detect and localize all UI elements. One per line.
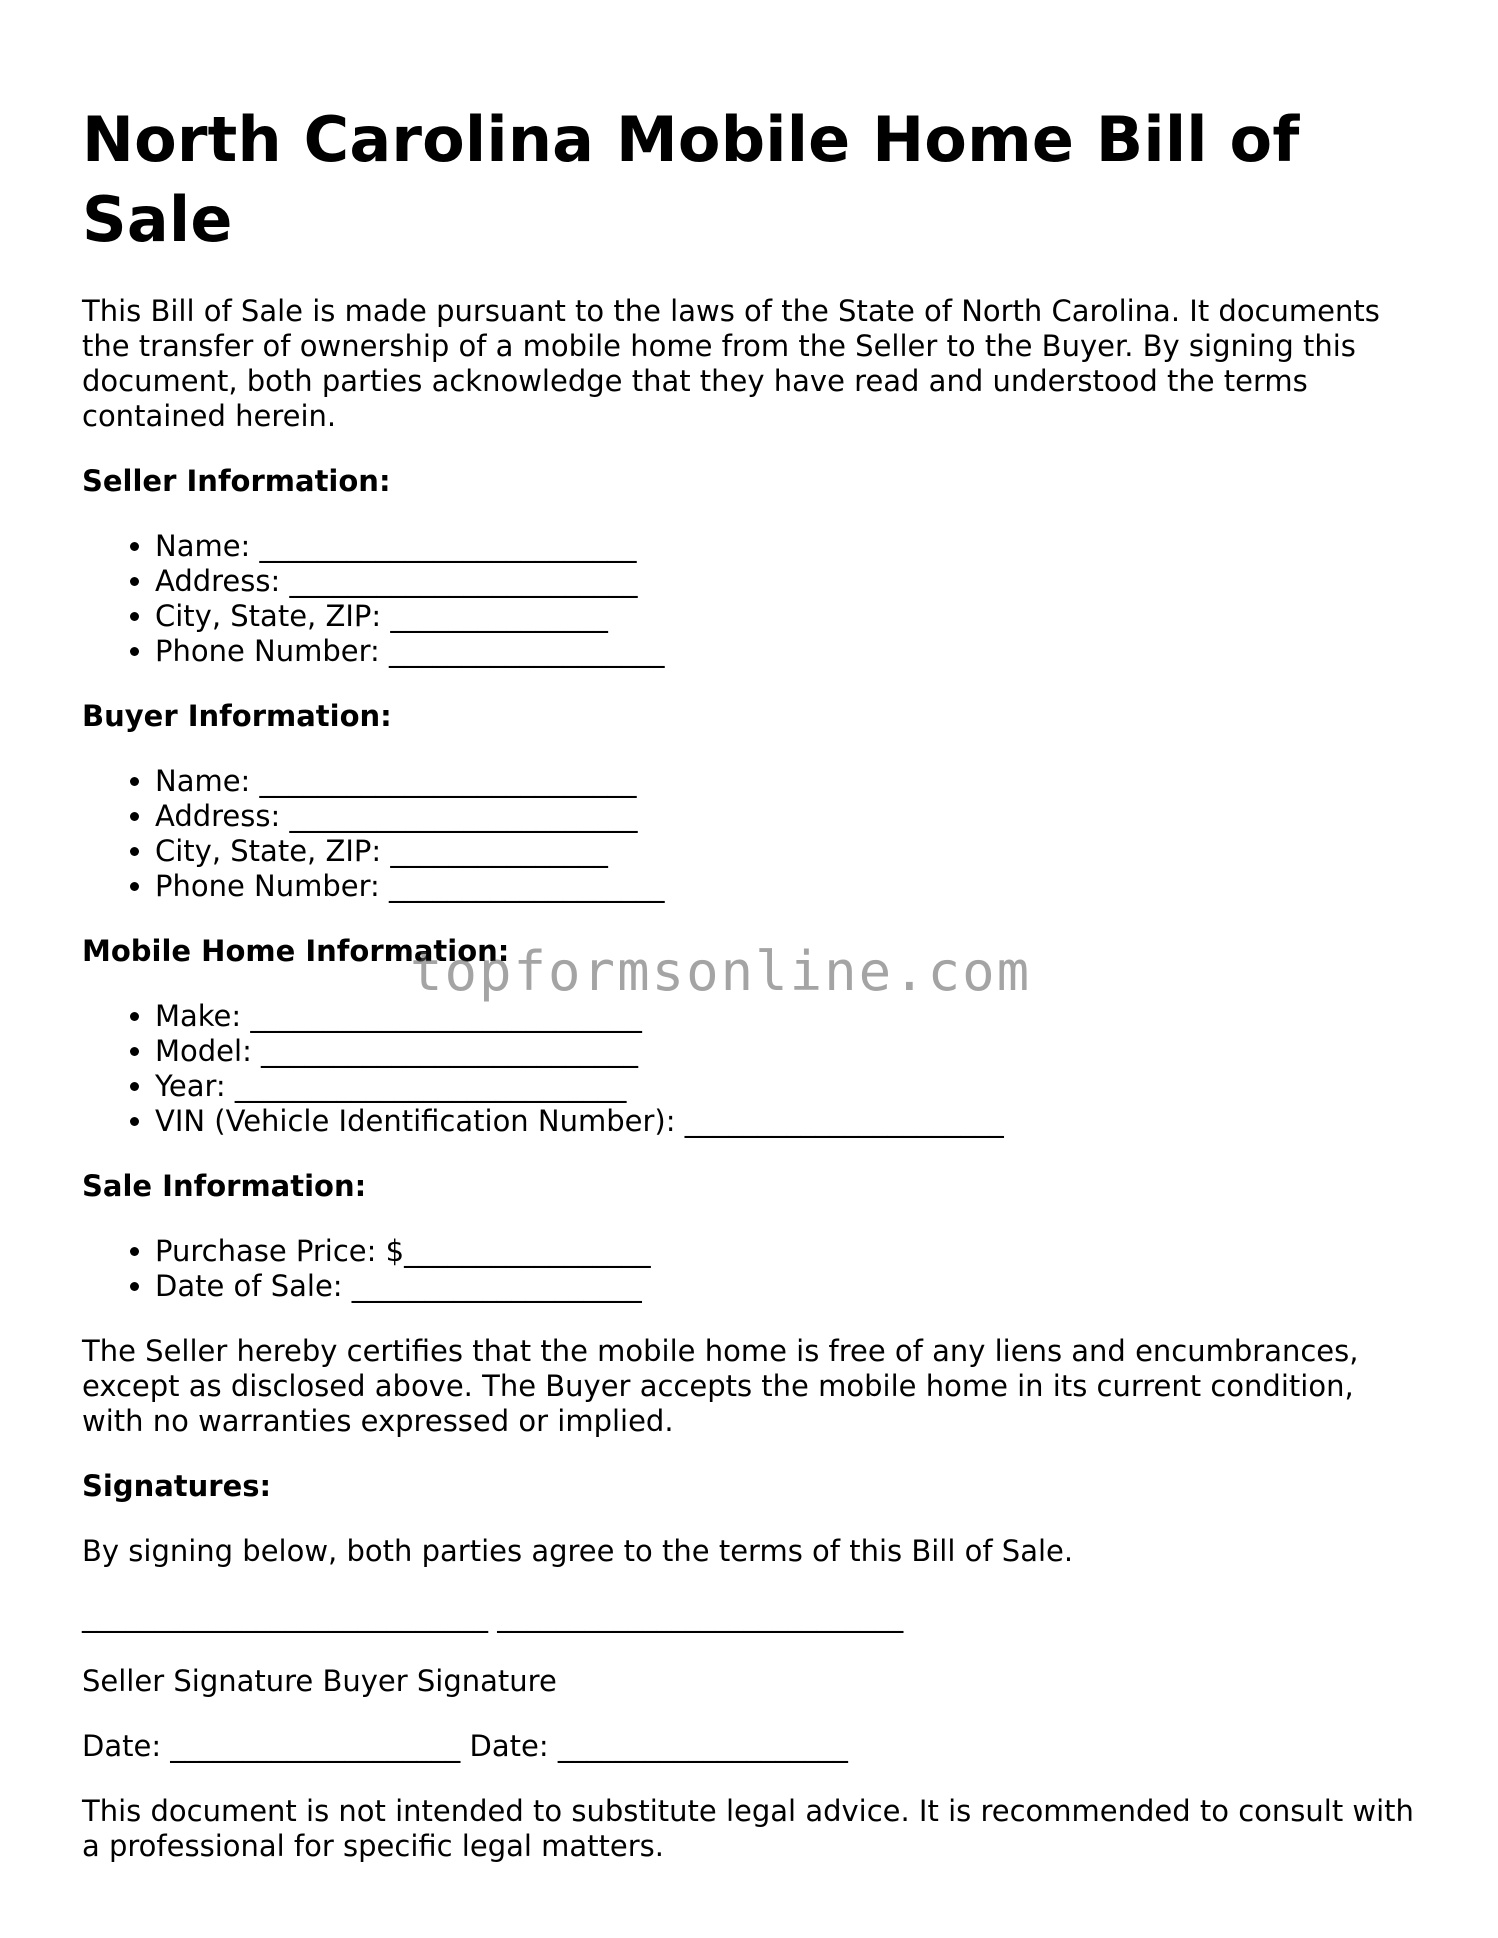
buyer-city-state-zip-field: • City, State, ZIP: _______________: [155, 834, 1422, 869]
make-field: • Make: ___________________________: [155, 999, 1422, 1034]
document-page: [82, 100, 1422, 1894]
buyer-address-field: • Address: ________________________: [155, 799, 1422, 834]
signatures-heading: Signatures:: [82, 1469, 272, 1503]
seller-phone-field: • Phone Number: ___________________: [155, 634, 1422, 669]
seller-city-state-zip-field: • City, State, ZIP: _______________: [155, 599, 1422, 634]
signature-labels: Seller Signature Buyer Signature: [82, 1664, 557, 1698]
model-field: • Model: __________________________: [155, 1034, 1422, 1069]
seller-name-field: • Name: __________________________: [155, 529, 1422, 564]
buyer-heading: Buyer Information:: [82, 699, 392, 733]
buyer-name-field: • Name: __________________________: [155, 764, 1422, 799]
intro-paragraph: This Bill of Sale is made pursuant to the laws of the State of North Carolina. It documents the transfer of ownership of a mobile home from the Seller to the Buyer. By signing this document, both parties acknowledge that they have read and understood the terms contained herein.: [82, 294, 1380, 433]
year-field: • Year: ___________________________: [155, 1069, 1422, 1104]
purchase-price-field: • Purchase Price: $_________________: [155, 1234, 1422, 1269]
buyer-phone-field: • Phone Number: ___________________: [155, 869, 1422, 904]
buyer-list: [82, 764, 1422, 904]
watermark-text: topformsonline.com: [410, 940, 1032, 1003]
date-of-sale-field: • Date of Sale: ____________________: [155, 1269, 1422, 1304]
mobile-home-list: [82, 999, 1422, 1139]
seller-heading: Seller Information:: [82, 464, 391, 498]
seller-list: [82, 529, 1422, 669]
disclaimer-paragraph: This document is not intended to substitute legal advice. It is recommended to consult with a professional for specific legal matters.: [82, 1794, 1414, 1863]
seller-address-field: • Address: ________________________: [155, 564, 1422, 599]
certification-paragraph: The Seller hereby certifies that the mobile home is free of any liens and encumbrances, except as disclosed above. The Buyer accepts the mobile home in its current condition, with no warranties expressed or implied.: [82, 1334, 1359, 1438]
signatures-statement: By signing below, both parties agree to the terms of this Bill of Sale.: [82, 1534, 1074, 1568]
mobile-home-heading: Mobile Home Information:: [82, 934, 510, 968]
document-title: North Carolina Mobile Home Bill of Sale: [82, 103, 1300, 256]
signature-dates: Date: ____________________ Date: ____________________: [82, 1729, 848, 1763]
vin-field: • VIN (Vehicle Identification Number): ______________________: [155, 1104, 1422, 1139]
signature-lines: ____________________________ ____________________________: [82, 1599, 904, 1633]
sale-heading: Sale Information:: [82, 1169, 367, 1203]
sale-list: [82, 1234, 1422, 1304]
